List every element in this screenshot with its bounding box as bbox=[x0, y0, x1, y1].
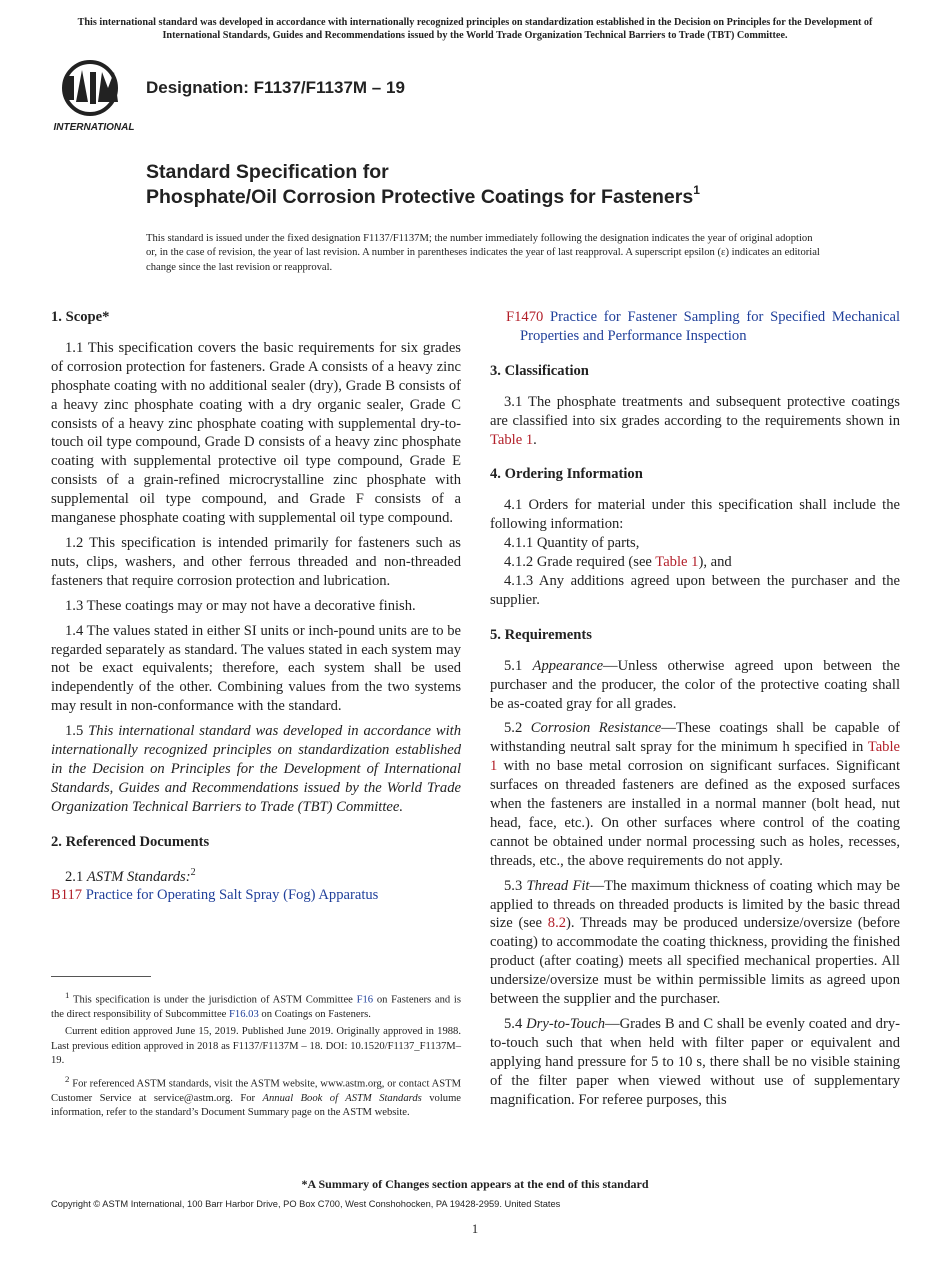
para-5-3 bbox=[490, 877, 900, 1009]
para-2-1-num: 2.1 bbox=[65, 868, 84, 885]
para-5-1-num: 5.1 bbox=[504, 657, 523, 674]
astm-logo-icon bbox=[52, 58, 136, 136]
section-refdocs-heading: 2. Referenced Documents bbox=[51, 833, 210, 850]
page-title bbox=[146, 160, 700, 210]
f1470-title-link[interactable]: Practice for Fastener Sampling for Specified Mechanical Properties and Performance Inspection bbox=[520, 309, 900, 344]
para-5-3-num: 5.3 bbox=[504, 877, 523, 894]
footnote-2-italic: Annual Book of ASTM Standards bbox=[262, 1092, 422, 1104]
para-5-2-term: Corrosion Resistance bbox=[530, 720, 662, 737]
left-column bbox=[51, 308, 461, 911]
top-notice: This international standard was developed in accordance with internationally recognized principles on standardization established in the Decision on Principles for the Development of International Standards, Guides and Recommendations issued by the World Trade Organization Technical Barriers to Trade (TBT) Committee. bbox=[77, 17, 873, 41]
para-3-1-text: 3.1 The phosphate treatments and subsequent protective coatings are classified into six grades according to the requirements shown in bbox=[490, 393, 900, 429]
b117-title-link[interactable]: Practice for Operating Salt Spray (Fog) Apparatus bbox=[85, 887, 379, 904]
copyright: Copyright © ASTM International, 100 Barr Harbor Drive, PO Box C700, West Conshohocken, PA 19428-2959. United States bbox=[51, 1199, 561, 1209]
ref-f1470[interactable] bbox=[490, 308, 900, 346]
logo-text: INTERNATIONAL bbox=[53, 122, 135, 133]
footnote-2-text: For referenced ASTM standards, visit the ASTM website, www.astm.org, or contact ASTM Customer Service at service@astm.org. For bbox=[51, 1078, 462, 1104]
issued-note: This standard is issued under the fixed designation F1137/F1137M; the number immediately following the designation indicates the year of original adoption or, in the case of revision, the year of last revision. A number in parentheses indicates the year of last reapproval. A superscript epsilon (ε) indicates an editorial change since the last revision or reapproval. bbox=[146, 233, 820, 273]
title-line-2 bbox=[146, 185, 700, 210]
para-5-3-term: Thread Fit bbox=[526, 877, 590, 894]
page-number: 1 bbox=[471, 1222, 479, 1236]
table1-link[interactable]: Table 1 bbox=[655, 554, 699, 571]
para-4-1-2 bbox=[490, 553, 900, 572]
f16-03-link[interactable]: F16.03 bbox=[229, 1008, 259, 1020]
para-1-3: 1.3 These coatings may or may not have a decorative finish. bbox=[65, 597, 416, 614]
ref-b117[interactable] bbox=[51, 886, 461, 905]
para-5-1-term: Appearance bbox=[532, 657, 604, 674]
para-2-1-text: ASTM Standards: bbox=[86, 868, 191, 885]
right-column bbox=[490, 308, 900, 1116]
footnote-1-text-c: on Coatings on Fasteners. bbox=[261, 1008, 371, 1020]
section-requirements-heading: 5. Requirements bbox=[490, 626, 592, 643]
footnote-2-mark: 2 bbox=[65, 1073, 70, 1084]
f1470-link[interactable]: F1470 bbox=[506, 309, 544, 325]
section-classification-heading: 3. Classification bbox=[490, 362, 589, 379]
para-5-4-num: 5.4 bbox=[504, 1016, 523, 1032]
footnote-1-text-b: on Fasteners and is the direct responsibility of Subcommittee bbox=[51, 994, 461, 1020]
table1-link[interactable]: Table 1 bbox=[490, 739, 901, 775]
footnote-2 bbox=[51, 1072, 461, 1121]
para-2-1-sup: 2 bbox=[190, 866, 196, 878]
footnote-1-mark: 1 bbox=[65, 990, 70, 1000]
para-4-1-2-tail: ), and bbox=[698, 554, 732, 571]
title-line-1: Standard Specification for bbox=[146, 161, 389, 183]
para-1-5 bbox=[51, 722, 461, 817]
footnote-2-text-b: volume information, refer to the standard’s Document Summary page on the ASTM website. bbox=[51, 1092, 462, 1118]
para-5-4-term: Dry-to-Touch bbox=[526, 1016, 606, 1032]
para-5-2-tail: with no base metal corrosion on significant surfaces. Significant surfaces on threaded fasteners are defined as the exposed surfaces when the fasteners are installed in a normal manner (bolt head, nut head, face, etc.). On other surfaces where control of the coating cannot be obtained under normal processing such as holes, recesses, threads, etc., the above requirements do not apply. bbox=[490, 758, 900, 869]
para-5-2-text: —These coatings shall be capable of withstanding neutral salt spray for the minimum h specified in bbox=[490, 720, 901, 756]
para-5-2 bbox=[490, 719, 900, 870]
para-5-4 bbox=[490, 1015, 900, 1110]
para-5-3-text: —The maximum thickness of coating which may be applied to threads on threaded products is limited by the basic thread size (see bbox=[490, 877, 900, 932]
footnote-current-edition: Current edition approved June 15, 2019. Published June 2019. Originally approved in 1988. Last previous edition approved in 2018 as F1137/F1137M – 18. DOI: 10.1520/F1137_F1137M–19. bbox=[51, 1026, 461, 1067]
table1-link[interactable]: Table 1 bbox=[490, 431, 534, 448]
section-8-2-link[interactable]: 8.2 bbox=[547, 915, 567, 932]
para-4-1-3: 4.1.3 Any additions agreed upon between the purchaser and the supplier. bbox=[490, 572, 900, 608]
para-5-1 bbox=[490, 657, 900, 714]
para-4-1-1: 4.1.1 Quantity of parts, bbox=[504, 535, 640, 552]
title-text: Phosphate/Oil Corrosion Protective Coatings for Fasteners bbox=[146, 186, 694, 208]
para-5-1-text: —Unless otherwise agreed upon between the purchaser and the producer, the color of the protective coating shall be as-coated gray for all grades. bbox=[490, 657, 900, 712]
para-1-1: 1.1 This specification covers the basic requirements for six grades of corrosion protection for fasteners. Grade A consists of a heavy zinc phosphate coating with no additional sealer (dry), Grade B consists of a heavy zinc phosphate coating with a dry organic sealer, Grade C consists of a heavy zinc phosphate coating with supplemental dry-to-touch oil type compound, Grade D consists of a heavy zinc phosphate coating with supplemental protective oil type compound, Grade E consists of a grain-refined microcrystalline zinc phosphate with supplemental oil type compound, and Grade F consists of a manganese phosphate coating with supplemental oil type compound. bbox=[51, 339, 461, 527]
footnote-1 bbox=[51, 988, 461, 1022]
footnotes bbox=[51, 988, 461, 1123]
b117-link[interactable]: B117 bbox=[51, 887, 83, 904]
para-1-5-text: This international standard was developed in accordance with internationally recognized principles on standardization established in the Decision on Principles for the Development of International Standards, Guides and Recommendations issued by the World Trade Organization Technical Barriers to Trade (TBT) Committee. bbox=[51, 723, 462, 815]
summary-of-changes-note: *A Summary of Changes section appears at the end of this standard bbox=[301, 1177, 649, 1191]
title-footnote-mark: 1 bbox=[693, 183, 700, 197]
para-5-4-text: —Grades B and C shall be evenly coated and dry-to-touch such that when held with filter paper or equivalent and applying hand pressure for 5 to 10 s, there shall be no visible staining of the filter paper when viewed without use of supplementary magnification. For referee purposes, this bbox=[490, 1016, 900, 1108]
para-5-2-num: 5.2 bbox=[504, 720, 523, 737]
para-4-1-2-text: 4.1.2 Grade required (see bbox=[504, 554, 652, 571]
section-ordering-heading: 4. Ordering Information bbox=[490, 466, 643, 483]
para-3-1: 3.1 The phosphate treatments and subsequent protective coatings are classified into six grades according to the requirements shown in Table 1. bbox=[490, 393, 900, 448]
designation: Designation: F1137/F1137M – 19 bbox=[146, 78, 405, 97]
para-2-1 bbox=[51, 864, 461, 887]
f16-link[interactable]: F16 bbox=[356, 994, 374, 1006]
para-1-4: 1.4 The values stated in either SI units or inch-pound units are to be regarded separately as standard. The values stated in each system may not be exact equivalents; therefore, each system shall be used independently of the other. Combining values from the two systems may result in non-conformance with the standard. bbox=[51, 622, 461, 715]
para-5-3-tail: ). Threads may be produced undersize/oversize (before coating) to accommodate the coating thickness, providing the finished product (after coating) meets all specified mechanical properties. All undersize/oversize must be within permissible limits as agreed upon between the supplier and the purchaser. bbox=[490, 915, 900, 1008]
footnote-divider bbox=[51, 976, 151, 977]
para-1-5-num: 1.5 bbox=[65, 723, 84, 740]
footnote-1-text: This specification is under the jurisdiction of ASTM Committee bbox=[72, 994, 353, 1006]
para-4-1: 4.1 Orders for material under this specification shall include the following information: bbox=[490, 497, 900, 533]
para-1-2: 1.2 This specification is intended primarily for fasteners such as nuts, clips, washers, and other ferrous threaded and non-threaded fasteners that require corrosion protection and lubrication. bbox=[51, 534, 461, 589]
section-scope-heading: 1. Scope* bbox=[51, 309, 110, 325]
